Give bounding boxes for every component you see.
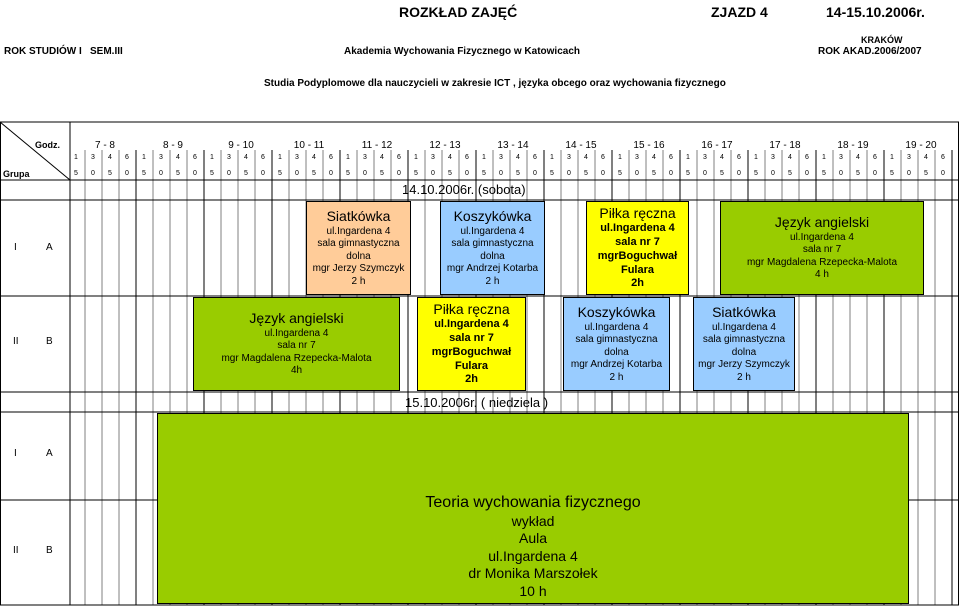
- group-label-I: I: [14, 242, 17, 253]
- class-room: sala nr 7: [277, 340, 316, 352]
- minute-label: 6: [465, 154, 469, 161]
- hour-label: 14 - 15: [565, 140, 597, 151]
- minute-label: 5: [414, 170, 418, 177]
- class-room-detail: dolna: [604, 346, 629, 358]
- minute-label: 5: [176, 170, 180, 177]
- class-teacher: mgrBoguchwał: [431, 345, 512, 358]
- minute-label: 6: [873, 154, 877, 161]
- minute-label: 1: [278, 154, 282, 161]
- minute-label: 0: [193, 170, 197, 177]
- minute-label: 3: [567, 154, 571, 161]
- minute-label: 5: [754, 170, 758, 177]
- minute-label: 4: [584, 154, 588, 161]
- hour-label: 12 - 13: [429, 140, 461, 151]
- minute-label: 3: [91, 154, 95, 161]
- minute-label: 4: [244, 154, 248, 161]
- group-label-II-sun: II: [13, 545, 19, 556]
- minute-label: 4: [720, 154, 724, 161]
- zjazd-label: ZJAZD 4: [711, 4, 768, 20]
- class-teacher-surname: Fulara: [620, 263, 654, 276]
- class-address: ul.Ingardena 4: [600, 222, 675, 235]
- group-label-II: II: [13, 336, 19, 347]
- hour-label: 18 - 19: [837, 140, 869, 151]
- minute-label: 0: [431, 170, 435, 177]
- class-room: sala gimnastyczna: [317, 238, 400, 249]
- class-hours: 4h: [290, 365, 303, 377]
- minute-label: 0: [91, 170, 95, 177]
- minute-label: 1: [686, 154, 690, 161]
- class-block-siatkowka-b[interactable]: [693, 297, 795, 391]
- minute-label: 4: [380, 154, 384, 161]
- minute-label: 0: [567, 170, 571, 177]
- class-teacher: mgr Jerzy Szymczyk: [698, 359, 790, 370]
- minute-label: 3: [703, 154, 707, 161]
- minute-label: 5: [142, 170, 146, 177]
- minute-label: 1: [210, 154, 214, 161]
- godz-label: Godz.: [35, 140, 60, 150]
- minute-label: 5: [618, 170, 622, 177]
- minute-label: 0: [125, 170, 129, 177]
- class-hours: 10 h: [519, 582, 547, 599]
- minute-label: 0: [159, 170, 163, 177]
- class-block-pilka-reczna-a[interactable]: [586, 201, 689, 295]
- grupa-label: Grupa: [3, 169, 30, 179]
- minute-label: 5: [244, 170, 248, 177]
- minute-label: 0: [737, 170, 741, 177]
- class-room: sala gimnastyczna: [575, 334, 658, 345]
- minute-label: 3: [363, 154, 367, 161]
- minute-label: 3: [839, 154, 843, 161]
- minute-label: 6: [329, 154, 333, 161]
- minute-label: 6: [533, 154, 537, 161]
- class-title: Piłka ręczna: [433, 300, 510, 317]
- minute-label: 5: [856, 170, 860, 177]
- minute-label: 0: [703, 170, 707, 177]
- minute-label: 0: [771, 170, 775, 177]
- hour-label: 8 - 9: [162, 140, 183, 151]
- hour-label: 15 - 16: [633, 140, 665, 151]
- minute-label: 0: [227, 170, 231, 177]
- rok-akad: ROK AKAD.2006/2007: [818, 46, 922, 57]
- class-teacher: mgr Magdalena Rzepecka-Malota: [221, 352, 372, 364]
- class-teacher: mgrBoguchwał: [597, 249, 678, 262]
- minute-label: 6: [669, 154, 673, 161]
- minute-label: 1: [414, 154, 418, 161]
- minute-label: 5: [516, 170, 520, 177]
- minute-label: 0: [635, 170, 639, 177]
- class-teacher-surname: Fulara: [454, 359, 488, 372]
- class-hours: 2 h: [351, 275, 366, 287]
- minute-label: 4: [448, 154, 452, 161]
- city: KRAKÓW: [861, 35, 903, 45]
- minute-label: 0: [805, 170, 809, 177]
- minute-label: 1: [822, 154, 826, 161]
- class-teacher: dr Monika Marszołek: [468, 565, 598, 581]
- minute-label: 0: [329, 170, 333, 177]
- minute-label: 5: [822, 170, 826, 177]
- minute-label: 4: [516, 154, 520, 161]
- hour-label: 17 - 18: [769, 140, 801, 151]
- class-hours: 2 h: [609, 371, 624, 383]
- class-teacher: mgr Magdalena Rzepecka-Malota: [746, 256, 898, 268]
- minute-label: 5: [108, 170, 112, 177]
- minute-label: 3: [771, 154, 775, 161]
- minute-label: 4: [652, 154, 656, 161]
- minute-label: 6: [397, 154, 401, 161]
- class-block-teoria-wf[interactable]: [157, 413, 909, 604]
- minute-label: 5: [788, 170, 792, 177]
- group-label-B: B: [46, 336, 53, 347]
- minute-label: 0: [261, 170, 265, 177]
- minute-label: 1: [890, 154, 894, 161]
- class-block-koszykowka-b[interactable]: [563, 297, 670, 391]
- class-address: ul.Ingardena 4: [712, 321, 776, 333]
- minute-label: 0: [601, 170, 605, 177]
- minute-label: 3: [635, 154, 639, 161]
- minute-label: 4: [924, 154, 928, 161]
- semester: SEM.III: [90, 46, 123, 57]
- class-teacher: mgr Jerzy Szymczyk: [312, 263, 405, 274]
- class-room: sala nr 7: [802, 244, 842, 256]
- class-address: ul.Ingardena 4: [264, 327, 329, 339]
- class-type: wykład: [511, 512, 555, 529]
- class-room: sala nr 7: [449, 332, 494, 345]
- minute-label: 6: [601, 154, 605, 161]
- rok-studiow: ROK STUDIÓW I: [4, 46, 82, 57]
- minute-label: 5: [312, 170, 316, 177]
- class-room-detail: dolna: [346, 250, 371, 262]
- day-saturday-label: 14.10.2006r. (sobota): [402, 182, 526, 197]
- hour-label: 13 - 14: [497, 140, 529, 151]
- class-block-siatkowka-a[interactable]: [306, 201, 411, 295]
- class-room-detail: dolna: [731, 346, 757, 358]
- minute-label: 6: [193, 154, 197, 161]
- group-label-B-sun: B: [46, 545, 53, 556]
- class-address: ul.Ingardena 4: [584, 321, 649, 333]
- class-title: Siatkówka: [326, 208, 391, 224]
- class-title: Teoria wychowania fizycznego: [425, 493, 641, 511]
- minute-label: 4: [108, 154, 112, 161]
- class-title: Język angielski: [774, 214, 870, 231]
- hour-label: 19 - 20: [905, 140, 937, 151]
- minute-label: 1: [754, 154, 758, 161]
- class-title: Piłka ręczna: [599, 204, 676, 221]
- minute-label: 3: [431, 154, 435, 161]
- minute-label: 6: [941, 154, 945, 161]
- class-title: Język angielski: [249, 310, 344, 327]
- minute-label: 5: [74, 170, 78, 177]
- class-title: Koszykówka: [577, 304, 656, 320]
- minute-label: 5: [720, 170, 724, 177]
- class-block-jezyk-angielski-a[interactable]: [720, 201, 924, 295]
- minute-label: 0: [873, 170, 877, 177]
- class-title: Siatkówka: [712, 304, 776, 320]
- minute-label: 5: [278, 170, 282, 177]
- minute-label: 0: [941, 170, 945, 177]
- minute-label: 0: [295, 170, 299, 177]
- class-teacher: mgr Andrzej Kotarba: [446, 263, 539, 274]
- minute-label: 4: [856, 154, 860, 161]
- group-label-A: A: [46, 242, 53, 253]
- class-address: ul.Ingardena 4: [488, 547, 578, 564]
- minute-label: 5: [890, 170, 894, 177]
- group-label-A-sun: A: [46, 448, 53, 459]
- group-label-I-sun: I: [14, 448, 17, 459]
- class-address: ul.Ingardena 4: [790, 231, 854, 243]
- class-title: Koszykówka: [453, 208, 532, 224]
- minute-label: 1: [346, 154, 350, 161]
- minute-label: 0: [465, 170, 469, 177]
- class-block-koszykowka-a[interactable]: [440, 201, 545, 295]
- minute-label: 5: [210, 170, 214, 177]
- class-teacher: mgr Andrzej Kotarba: [570, 359, 663, 370]
- minute-label: 3: [499, 154, 503, 161]
- minute-label: 5: [686, 170, 690, 177]
- minute-label: 5: [924, 170, 928, 177]
- minute-label: 6: [261, 154, 265, 161]
- minute-label: 1: [550, 154, 554, 161]
- minute-label: 5: [448, 170, 452, 177]
- minute-label: 0: [499, 170, 503, 177]
- minute-label: 3: [159, 154, 163, 161]
- minute-label: 5: [584, 170, 588, 177]
- minute-label: 4: [176, 154, 180, 161]
- minute-label: 3: [907, 154, 911, 161]
- minute-label: 6: [805, 154, 809, 161]
- minute-label: 0: [397, 170, 401, 177]
- minute-label: 5: [380, 170, 384, 177]
- minute-label: 1: [142, 154, 146, 161]
- program-subtitle: Studia Podyplomowe dla nauczycieli w zakresie ICT , języka obcego oraz wychowania fizycznego: [264, 78, 726, 89]
- hour-label: 9 - 10: [228, 140, 254, 151]
- minute-label: 0: [363, 170, 367, 177]
- dates-label: 14-15.10.2006r.: [826, 4, 925, 20]
- class-block-pilka-reczna-b[interactable]: [417, 297, 526, 391]
- minute-label: 4: [788, 154, 792, 161]
- hour-label: 11 - 12: [361, 140, 393, 151]
- class-room-detail: dolna: [480, 250, 505, 262]
- class-address: ul.Ingardena 4: [326, 225, 391, 237]
- hour-label: 16 - 17: [701, 140, 733, 151]
- minute-label: 4: [312, 154, 316, 161]
- minute-label: 5: [550, 170, 554, 177]
- minute-label: 0: [907, 170, 911, 177]
- schedule-title: ROZKŁAD ZAJĘĆ: [399, 4, 518, 20]
- hour-label: 10 - 11: [293, 140, 325, 151]
- class-block-jezyk-angielski-b[interactable]: [193, 297, 400, 391]
- class-hours: 2 h: [485, 275, 500, 287]
- class-room: sala gimnastyczna: [702, 334, 786, 345]
- minute-label: 6: [125, 154, 129, 161]
- class-room: sala gimnastyczna: [451, 238, 534, 249]
- minute-label: 1: [618, 154, 622, 161]
- minute-label: 5: [652, 170, 656, 177]
- class-hours: 2h: [465, 373, 478, 386]
- minute-label: 3: [227, 154, 231, 161]
- academy-name: Akademia Wychowania Fizycznego w Katowicach: [344, 46, 580, 57]
- minute-label: 1: [74, 154, 78, 161]
- class-room: sala nr 7: [615, 236, 660, 249]
- minute-label: 1: [482, 154, 486, 161]
- minute-label: 5: [346, 170, 350, 177]
- day-sunday-label: 15.10.2006r. ( niedziela ): [405, 395, 549, 410]
- minute-label: 0: [533, 170, 537, 177]
- class-hours: 2h: [631, 277, 644, 290]
- minute-label: 6: [737, 154, 741, 161]
- minute-label: 0: [839, 170, 843, 177]
- class-hours: 2 h: [737, 371, 751, 383]
- minute-label: 5: [482, 170, 486, 177]
- minute-label: 3: [295, 154, 299, 161]
- class-hours: 4 h: [815, 269, 829, 281]
- class-address: ul.Ingardena 4: [434, 318, 509, 331]
- hour-label: 7 - 8: [94, 140, 115, 151]
- class-address: ul.Ingardena 4: [460, 225, 525, 237]
- class-room: Aula: [518, 530, 548, 546]
- minute-label: 0: [669, 170, 673, 177]
